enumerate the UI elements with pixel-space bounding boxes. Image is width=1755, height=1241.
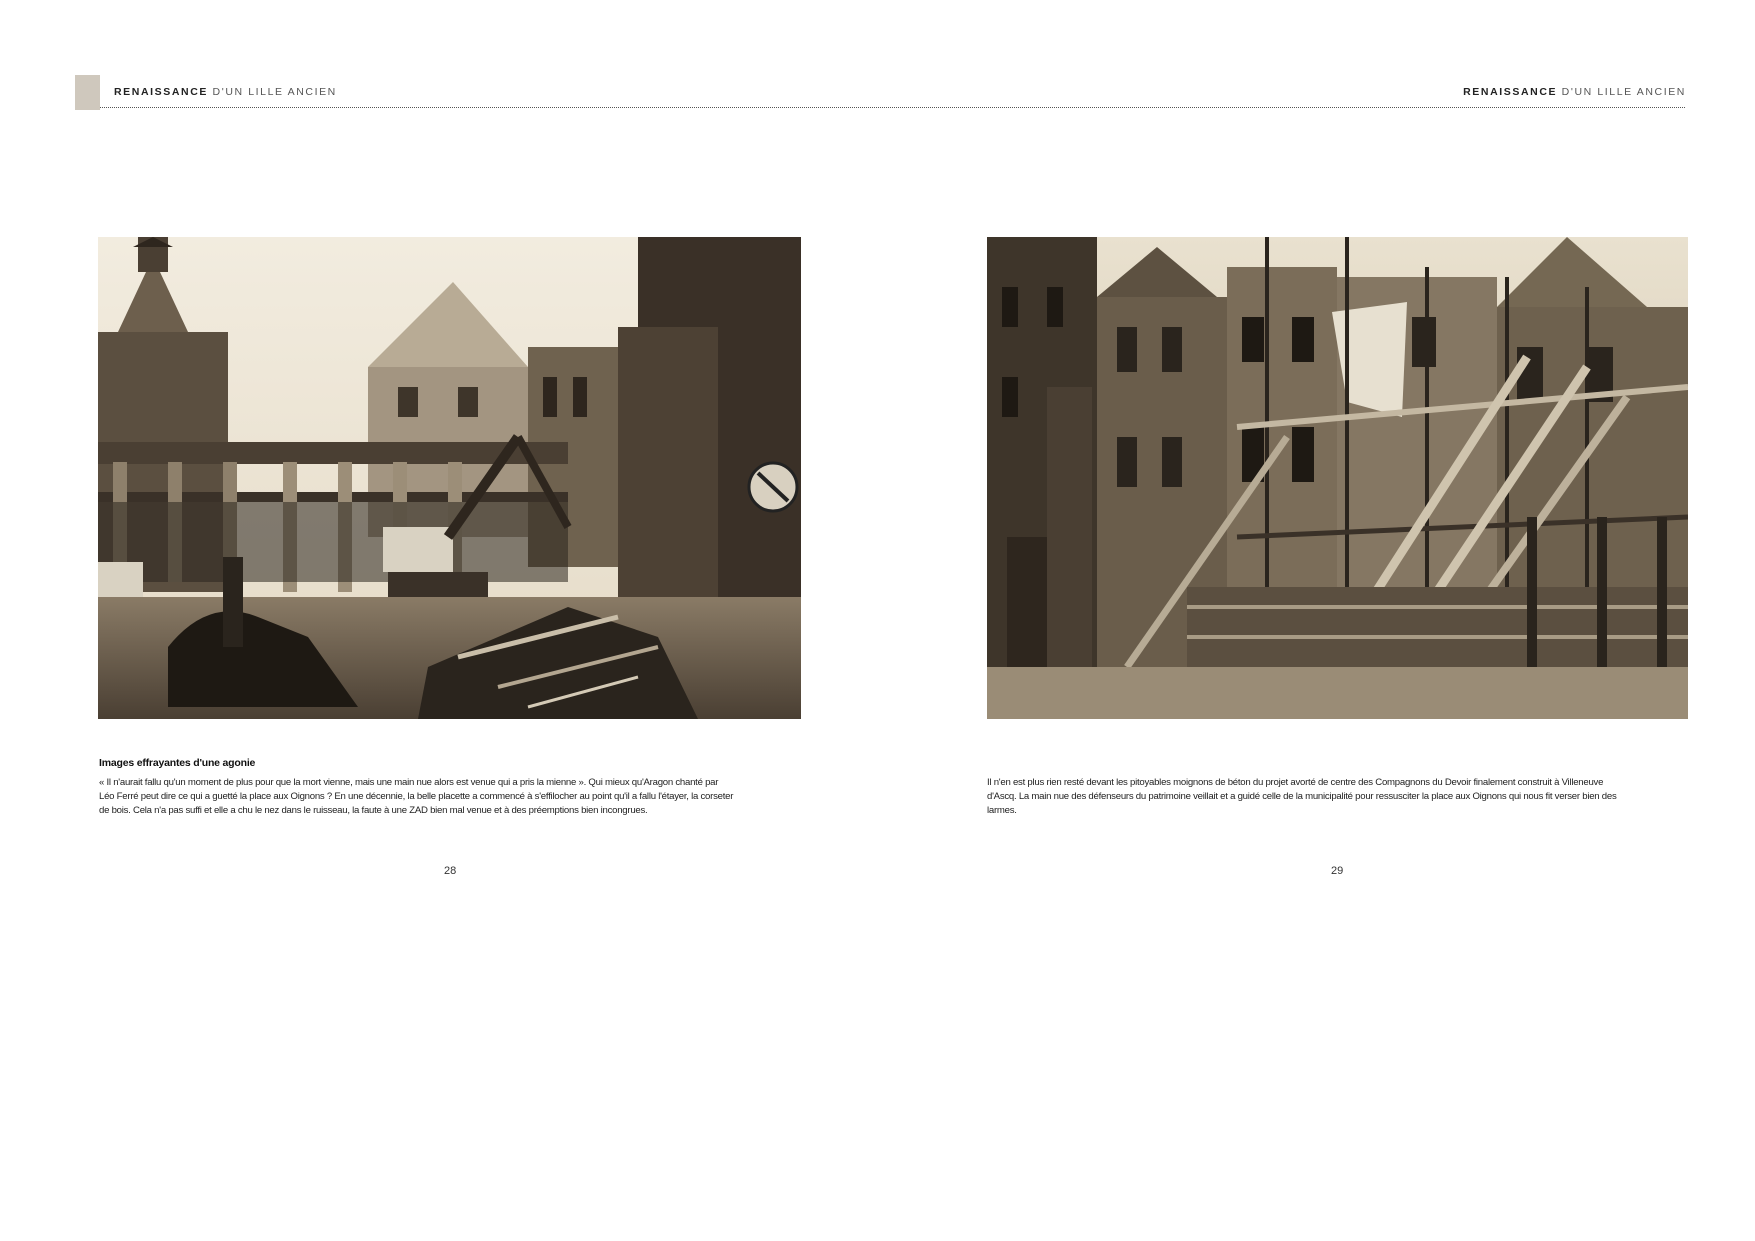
page-number-right: 29	[1331, 865, 1344, 877]
body-text-left	[99, 776, 804, 818]
text-line: Il n'en est plus rien resté devant les pitoyables moignons de béton du projet avorté de centre des Compagnons du Devoir finalement construit à Villeneuve	[987, 777, 1604, 788]
caption-title: Images effrayantes d'une agonie	[99, 757, 256, 769]
running-head-right: RENAISSANCE D'UN LILLE ANCIEN	[1463, 86, 1686, 98]
text-line: Léo Ferré peut dire ce qui a guetté la place aux Oignons ? En une décennie, la belle placette a commencé à s'effilocher au point qu'il a fallu l'étayer, la corseter	[99, 791, 734, 802]
demolition-photo-icon	[98, 237, 801, 719]
text-line: larmes.	[987, 805, 1017, 816]
scaffolding-photo-icon	[987, 237, 1688, 719]
page-number-left: 28	[444, 865, 457, 877]
text-line: de bois. Cela n'a pas suffi et elle a chu le nez dans le ruisseau, la faute à une ZAD bien mal venue et à des préemptions bien incongrues.	[99, 805, 648, 816]
photo-demolition	[98, 237, 801, 719]
header-dotted-rule	[100, 107, 1685, 108]
running-head-left: RENAISSANCE D'UN LILLE ANCIEN	[114, 86, 337, 98]
text-line: « Il n'aurait fallu qu'un moment de plus pour que la mort vienne, mais une main nue alors est venue qui a pris la mienne ». Qui mieux qu'Aragon chanté par	[99, 777, 719, 788]
text-line: d'Ascq. La main nue des défenseurs du patrimoine veillait et a guidé celle de la municipalité pour ressusciter la place aux Oignons qui nous fit verser bien des	[987, 791, 1617, 802]
header-tab-marker	[75, 75, 100, 110]
body-text-right	[987, 776, 1688, 818]
photo-scaffolding	[987, 237, 1688, 719]
